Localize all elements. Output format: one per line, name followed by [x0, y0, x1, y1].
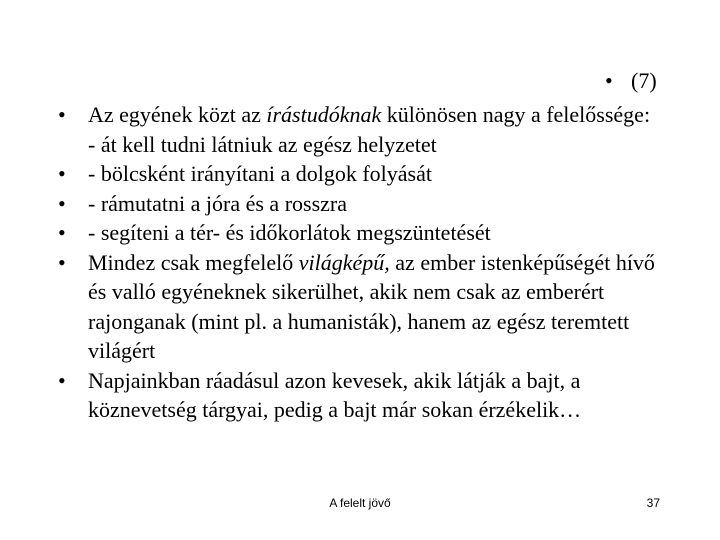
list-item-text: Az egyének közt az: [88, 102, 267, 127]
list-item-text: az ember istenképűségét hívő és valló egyéneknek sikerülhet, akik nem csak az emberért rajonganak (mint pl. a humanisták), hanem az egész teremtett világért: [88, 249, 655, 363]
list-item: [58, 248, 668, 366]
list-item-text: Napjainkban ráadásul azon kevesek, akik látják a bajt, a köznevetség tárgyai, pedig a bajt már sokan érzékelik…: [88, 367, 582, 422]
emphasis-text: írástudóknak: [266, 102, 382, 127]
list-item-subline: - át kell tudni látniuk az egész helyzetet: [88, 131, 437, 157]
list-item: [58, 159, 668, 189]
list-item: [58, 100, 668, 159]
list-item-text: Mindez csak megfelelő: [88, 249, 299, 275]
emphasis-text: világképű,: [298, 249, 390, 275]
bullet-icon: •: [58, 190, 66, 216]
bullet-list: [58, 100, 668, 425]
bullet-icon: •: [58, 249, 66, 275]
list-item: [58, 189, 668, 219]
bullet-icon: •: [58, 220, 66, 245]
list-item: [58, 366, 668, 425]
bullet-icon: •: [58, 102, 66, 127]
bullet-icon: •: [58, 161, 66, 186]
list-item-text: - bölcsként irányítani a dolgok folyását: [88, 161, 432, 186]
top-bullet-item: [605, 67, 657, 95]
list-item-text: - rámutatni a jóra és a rosszra: [88, 190, 347, 216]
list-item-text: - segíteni a tér- és időkorlátok megszüntetését: [88, 220, 491, 245]
page-number: 37: [646, 496, 660, 510]
bullet-icon: •: [605, 68, 613, 93]
top-bullet-text: (7): [631, 68, 657, 93]
bullet-icon: •: [58, 367, 66, 393]
footer-title: A felelt jövő: [329, 496, 391, 510]
list-item-text: különösen nagy a felelőssége:: [381, 102, 651, 127]
list-item: [58, 218, 668, 248]
